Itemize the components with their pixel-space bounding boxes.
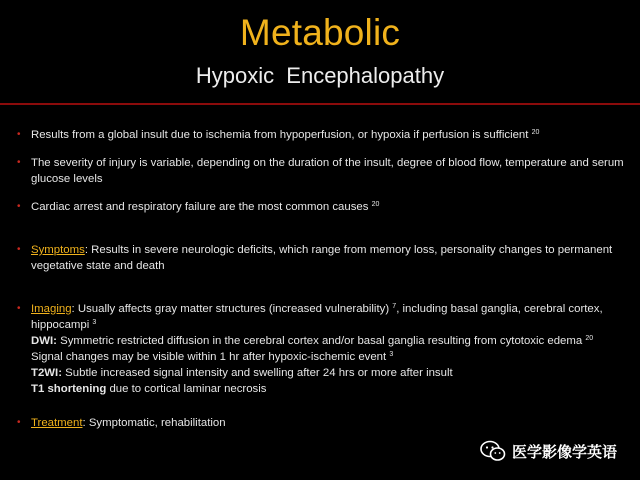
watermark-text: 医学影像学英语: [512, 443, 618, 461]
slide-subtitle: Hypoxic Encephalopathy: [195, 63, 445, 88]
bullet-dot-icon: •: [17, 157, 21, 168]
bullet-dot-icon: •: [17, 244, 21, 255]
wechat-icon: [480, 440, 506, 462]
bullet-dot-icon: •: [17, 201, 21, 212]
treatment-label: Treatment: [31, 417, 83, 429]
divider-line: [0, 103, 640, 105]
bullet-text: : Results in severe neurologic deficits, which range from memory loss, personality changes to permanent vegetative state and death: [31, 244, 613, 272]
t2wi-text: Subtle increased signal intensity and swelling after 24 hrs or more after insult: [62, 367, 453, 379]
t1-label: T1 shortening: [31, 383, 107, 395]
bullet-imaging: [17, 301, 627, 397]
bullet-list: [17, 127, 627, 431]
reference-number: 3: [92, 319, 97, 326]
imaging-label: Imaging: [31, 303, 72, 315]
dwi-line: [31, 333, 627, 349]
watermark: [480, 440, 617, 462]
bullet-severity: [17, 155, 627, 187]
bullet-dot-icon: •: [17, 417, 21, 428]
bullet-dot-icon: •: [17, 303, 21, 314]
signal-line: [31, 349, 627, 365]
bullet-text: : Symptomatic, rehabilitation: [82, 417, 226, 429]
reference-number: 20: [371, 201, 380, 208]
symptoms-label: Symptoms: [31, 244, 85, 256]
dwi-label: DWI:: [31, 335, 57, 347]
slide-title: Metabolic: [239, 12, 401, 53]
bullet-text: , including basal ganglia, cerebral cortex, hippocampi: [31, 303, 603, 331]
bullet-dot-icon: •: [17, 129, 21, 140]
bullet-etiology: [17, 127, 627, 143]
t2wi-line: [31, 365, 627, 381]
bullet-text: Results from a global insult due to ischemia from hypoperfusion, or hypoxia if perfusion is sufficient: [31, 129, 532, 141]
signal-text: Signal changes may be visible within 1 hr after hypoxic-ischemic event: [31, 351, 390, 363]
t1-text: due to cortical laminar necrosis: [106, 383, 267, 395]
t1-line: [31, 381, 627, 397]
reference-number: 20: [531, 129, 540, 136]
t2wi-label: T2WI:: [31, 367, 63, 379]
bullet-treatment: [17, 415, 627, 431]
bullet-causes: [17, 199, 627, 215]
reference-number: 20: [585, 335, 594, 342]
dwi-text: Symmetric restricted diffusion in the cerebral cortex and/or basal ganglia resulting from cytotoxic edema: [56, 335, 586, 347]
reference-number: 3: [389, 351, 394, 358]
bullet-symptoms: [17, 242, 627, 274]
bullet-text: The severity of injury is variable, depending on the duration of the insult, degree of blood flow, temperature and serum glucose levels: [31, 157, 624, 185]
bullet-text: : Usually affects gray matter structures (increased vulnerability): [71, 303, 393, 315]
reference-number: 7: [392, 303, 397, 310]
bullet-text: Cardiac arrest and respiratory failure are the most common causes: [31, 201, 372, 213]
